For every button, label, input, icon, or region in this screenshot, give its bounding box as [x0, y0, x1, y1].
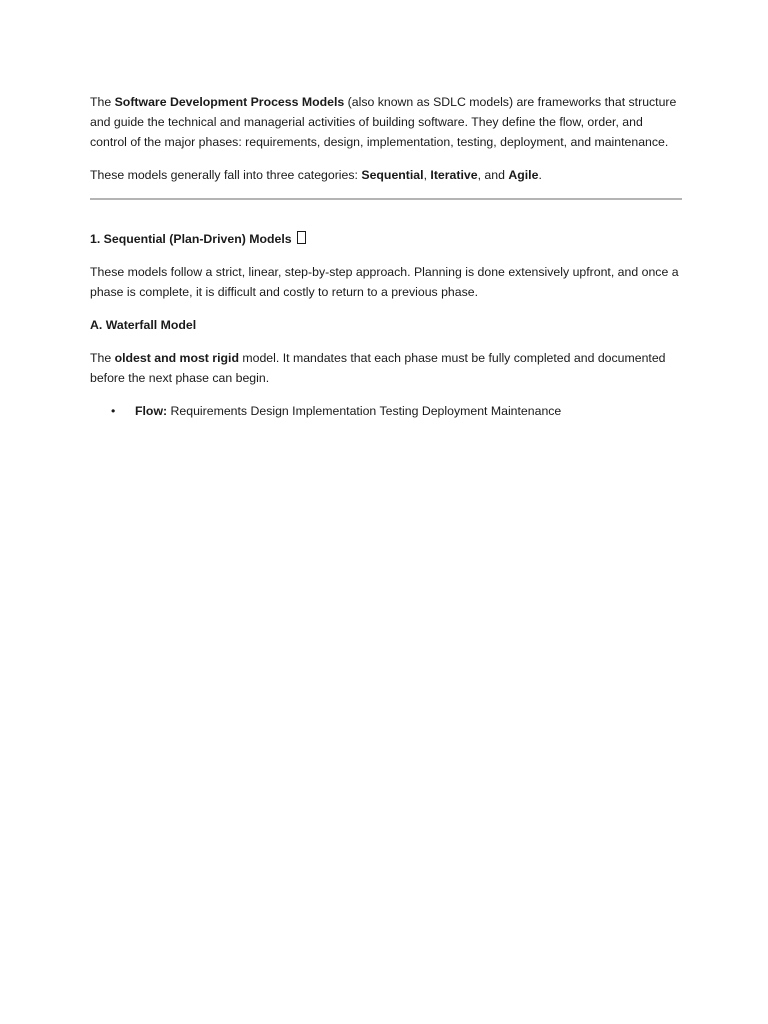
categories-suffix: .: [538, 168, 542, 182]
intro-prefix: The: [90, 95, 115, 109]
waterfall-description: [90, 348, 680, 388]
waterfall-desc-prefix: The: [90, 351, 115, 365]
category-agile: Agile: [508, 168, 539, 182]
list-item: [90, 401, 680, 421]
horizontal-rule: [90, 198, 682, 200]
section-heading-sequential: [90, 229, 680, 249]
section-heading-text: 1. Sequential (Plan-Driven) Models: [90, 232, 292, 246]
category-sequential: Sequential: [361, 168, 424, 182]
categories-sep-2: , and: [477, 168, 509, 182]
waterfall-heading: A. Waterfall Model: [90, 318, 197, 332]
waterfall-bullet-list: [90, 401, 680, 421]
missing-glyph-icon: [297, 231, 306, 244]
sequential-description: These models follow a strict, linear, step-by-step approach. Planning is done extensively upfront, and once a phase is complete, it is difficult and costly to return to a previous phase.: [90, 265, 679, 299]
categories-paragraph: [90, 165, 680, 185]
intro-term: Software Development Process Models: [114, 95, 345, 109]
document-page: [90, 92, 680, 421]
waterfall-desc-rest: model. It mandates that each phase must be fully completed and documented before the next phase can begin.: [90, 351, 666, 385]
flow-text: Requirements Design Implementation Testing Deployment Maintenance: [167, 404, 562, 418]
categories-sep-1: ,: [423, 168, 431, 182]
intro-paragraph: [90, 92, 680, 152]
categories-prefix: These models generally fall into three categories:: [90, 168, 362, 182]
intro-rest: (also known as SDLC models) are frameworks that structure and guide the technical and managerial activities of building software. They define the flow, order, and control of the major phases: requirements, design, implementation, testing, deployment, and maintenance.: [90, 95, 677, 149]
bullet-icon: •: [111, 404, 116, 418]
flow-label: Flow:: [135, 404, 168, 418]
waterfall-desc-bold: oldest and most rigid: [114, 351, 239, 365]
category-iterative: Iterative: [430, 168, 478, 182]
